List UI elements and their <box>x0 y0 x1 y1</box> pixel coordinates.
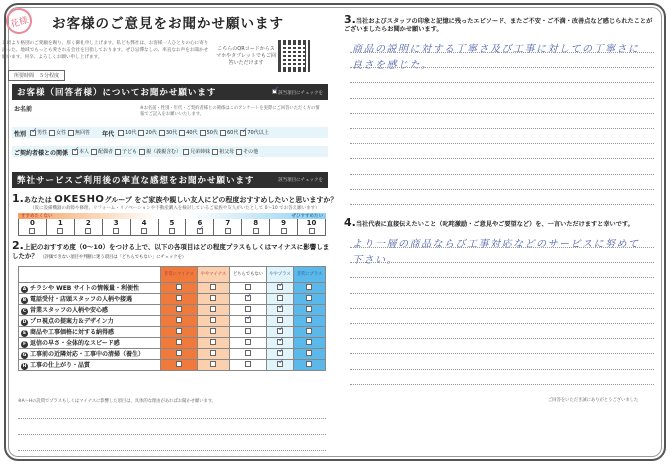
question-4: 4.当社代表に直接伝えたいこと（叱咤激励・ご意見やご要望など）を、一言いただけますと幸いです。 <box>344 216 634 229</box>
checkbox-icon[interactable] <box>197 228 203 234</box>
q3-answer-line-1[interactable]: 商品の説明に対する丁寧さ及び工事に対しての丁寧さに <box>352 44 640 55</box>
relation-option[interactable]: ✓ 本人 <box>72 148 89 155</box>
checkbox-icon[interactable] <box>220 130 226 136</box>
checkbox-icon[interactable] <box>139 149 145 155</box>
scale-option[interactable]: 1 <box>47 219 75 235</box>
gender-option[interactable]: 無回答 <box>68 129 90 136</box>
rating-checkbox[interactable] <box>176 361 182 367</box>
rating-checkbox[interactable] <box>277 317 283 323</box>
checkbox-icon[interactable] <box>179 130 185 136</box>
item-letter-badge: F <box>22 342 27 347</box>
relation-option[interactable]: その他 <box>236 148 258 155</box>
thanks-text: ご回答をいただき誠にありがとうございました <box>548 398 639 403</box>
scale-option[interactable]: 5 <box>159 219 187 235</box>
checkbox-icon[interactable] <box>141 228 147 234</box>
rating-checkbox[interactable] <box>306 306 312 312</box>
checkbox-icon[interactable] <box>30 130 36 136</box>
answer-line[interactable] <box>350 369 654 370</box>
checkbox-icon[interactable] <box>118 130 124 136</box>
question-1: 1.あなたは OKESHOグループ をご家族や親しい友人にどの程度おすすめしたいと思いますか？ <box>12 192 338 205</box>
rating-checkbox[interactable] <box>210 306 216 312</box>
rating-checkbox[interactable] <box>210 295 216 301</box>
age-option[interactable]: 60代 <box>220 129 238 136</box>
rating-checkbox[interactable] <box>176 350 182 356</box>
answer-line[interactable] <box>350 82 654 83</box>
answer-line[interactable] <box>350 113 654 114</box>
age-option[interactable]: 50代 <box>200 129 218 136</box>
rating-checkbox[interactable] <box>306 284 312 290</box>
rating-checkbox[interactable] <box>277 361 283 367</box>
item-letter-badge: D <box>22 320 27 325</box>
table-row: H 工事の仕上がり・品質 ✓ <box>19 360 326 371</box>
checkbox-icon[interactable] <box>200 130 206 136</box>
gender-option[interactable]: ✓ 男性 <box>30 129 47 136</box>
rating-checkbox[interactable] <box>306 328 312 334</box>
answer-line[interactable] <box>350 277 654 278</box>
checkbox-icon[interactable] <box>253 228 259 234</box>
intro-text: 日頃より格別のご愛顧を賜り、厚く御礼申し上げます。私ども弊社は、お客様一人ひとりの心に寄り添った、地域でもっとも愛される会社を目指しております。ぜひ忌憚なしの、率直なお声をお聞かせ願います。何卒、よろしくお願い申し上げます。 <box>2 41 209 60</box>
recommend-scale <box>18 213 326 236</box>
rating-checkbox[interactable] <box>245 317 251 323</box>
rating-checkbox[interactable] <box>245 361 251 367</box>
rating-checkbox[interactable] <box>306 350 312 356</box>
gender-age-row: 性別 ✓ 男性 女性 無回答 年代 10代 20代 30代 40代 50代 60代 ✓ 70代以上 <box>14 129 271 138</box>
section-feedback-header: 弊社サービスご利用後の率直な感想をお聞かせ願います 該当項目にチェックを <box>12 172 328 188</box>
age-option[interactable]: 10代 <box>118 129 136 136</box>
checkbox-icon[interactable] <box>183 149 189 155</box>
rating-checkbox[interactable] <box>306 317 312 323</box>
age-option[interactable]: ✓ 70代以上 <box>240 129 268 136</box>
checkbox-icon[interactable] <box>57 228 63 234</box>
checkbox-icon[interactable] <box>29 228 35 234</box>
qr-caption: こちらのQRコードからスマホやタブレットでもご回答いただけます <box>216 46 276 66</box>
rating-checkbox[interactable] <box>277 284 283 290</box>
answer-line[interactable] <box>350 52 654 53</box>
rating-checkbox[interactable] <box>277 306 283 312</box>
privacy-note: ※お名前・性別・年代・ご契約者様との関係はこのアンケートを実際にご回答いただく方の情報でご記入をお願いいたします。 <box>140 106 320 117</box>
checkbox-icon[interactable] <box>68 130 74 136</box>
relation-option[interactable]: 親（義親含む） <box>139 148 181 155</box>
check-icon <box>272 89 277 94</box>
brand-logo: 花様 <box>3 5 35 37</box>
age-option[interactable]: 40代 <box>179 129 197 136</box>
answer-line[interactable] <box>350 158 654 159</box>
question-1-subtext: （仮に設備機器の故障や修理、リフォーム・リノベーションや不動産購入を検討しているご家族や友人がいたとして 0〜10 でお答え願います） <box>30 206 320 211</box>
rating-checkbox[interactable] <box>306 361 312 367</box>
scale-option[interactable]: 4 <box>131 219 159 235</box>
page-title: お客様のご意見をお聞かせ願います <box>52 16 284 32</box>
checkbox-icon[interactable] <box>85 228 91 234</box>
rating-column-header: ややマイナス <box>198 267 230 283</box>
item-letter-badge: E <box>22 331 27 336</box>
rating-column-header: 非常にマイナス <box>161 267 198 283</box>
section-respondent-header: お客様（回答者様）についてお聞かせ願います ✓ 該当項目にチェックを <box>12 84 328 100</box>
answer-line[interactable] <box>350 338 654 339</box>
answer-line[interactable] <box>350 384 654 385</box>
rating-checkbox[interactable] <box>176 284 182 290</box>
item-letter-badge: C <box>22 309 27 314</box>
scale-option[interactable]: 3 <box>103 219 131 235</box>
relation-option[interactable]: 配偶者 <box>91 148 113 155</box>
scale-option[interactable]: 10 <box>298 219 325 235</box>
scale-option[interactable]: 9 <box>270 219 298 235</box>
rating-checkbox[interactable] <box>245 284 251 290</box>
scale-option[interactable]: 2 <box>75 219 103 235</box>
answer-line[interactable] <box>350 247 654 248</box>
relation-option[interactable]: 兄弟姉妹 <box>183 148 210 155</box>
rating-checkbox[interactable] <box>277 339 283 345</box>
rating-checkbox[interactable] <box>210 317 216 323</box>
checkbox-icon[interactable] <box>49 130 55 136</box>
q3-answer-line-2[interactable]: 良さを感じた。 <box>352 60 433 71</box>
age-option[interactable]: 20代 <box>138 129 156 136</box>
answer-line[interactable] <box>350 204 654 205</box>
checkbox-icon[interactable] <box>72 149 78 155</box>
q4-answer-line-2[interactable]: 下さい。 <box>352 255 398 266</box>
rating-checkbox[interactable] <box>245 306 251 312</box>
rating-checkbox[interactable] <box>176 317 182 323</box>
name-row: お名前 <box>14 106 33 113</box>
q4-answer-line-1[interactable]: より一層の商品ならび工事対応などのサービスに努めて <box>352 239 640 250</box>
rating-checkbox[interactable] <box>277 328 283 334</box>
checkbox-icon[interactable] <box>115 149 121 155</box>
comment-line[interactable] <box>18 418 326 419</box>
table-row: C 営業スタッフの人柄や安心感 ✓ <box>19 305 326 316</box>
item-letter-badge: B <box>22 298 27 303</box>
relation-option[interactable]: 祖父母 <box>212 148 234 155</box>
relation-row: ご契約者様との関係 ✓ 本人 配偶者 子ども 親（義親含む） 兄弟姉妹 祖父母 その他 <box>14 148 260 157</box>
checkbox-icon[interactable] <box>169 228 175 234</box>
rating-checkbox[interactable] <box>176 328 182 334</box>
age-option[interactable]: 30代 <box>159 129 177 136</box>
checkbox-icon[interactable] <box>240 130 246 136</box>
item-letter-badge: G <box>22 353 27 358</box>
rating-checkbox[interactable] <box>176 295 182 301</box>
rating-checkbox[interactable] <box>210 284 216 290</box>
table-row: G 工事前の近隣対応・工事中の清掃（養生） ✓ <box>19 349 326 360</box>
answer-line[interactable] <box>350 98 654 99</box>
checkbox-icon[interactable] <box>138 130 144 136</box>
table-row: B 電話受付・店頭スタッフの人柄や接遇 ✓ <box>19 294 326 305</box>
answer-line[interactable] <box>350 189 654 190</box>
rating-checkbox[interactable] <box>245 339 251 345</box>
checkbox-icon[interactable] <box>281 228 287 234</box>
brand-name: OKESHO <box>54 194 105 205</box>
checkbox-icon[interactable] <box>91 149 97 155</box>
remark-note: ※A〜Hの設問でプラスもしくはマイナスに影響した項目は、具体的な理由があればお聞かせ願います。 <box>18 399 217 404</box>
answer-line[interactable] <box>350 293 654 294</box>
rating-checkbox[interactable] <box>277 350 283 356</box>
answer-line[interactable] <box>350 323 654 324</box>
gender-option[interactable]: 女性 <box>49 129 66 136</box>
rating-checkbox[interactable] <box>210 350 216 356</box>
relation-option[interactable]: 子ども <box>115 148 137 155</box>
answer-line[interactable] <box>350 308 654 309</box>
question-3: 3.当社およびスタッフの印象と記憶に残ったエピソード、またご不安・ご不満・改善点など感じられたことがございましたらお聞かせ願います。 <box>344 13 653 33</box>
item-letter-badge: A <box>22 287 27 292</box>
checkbox-icon[interactable] <box>113 228 119 234</box>
rating-column-header: ややプラス <box>267 267 294 283</box>
scale-gradient: すすめたくない ぜひすすめたい <box>18 213 326 219</box>
answer-line[interactable] <box>350 353 654 354</box>
checkbox-icon[interactable] <box>236 149 242 155</box>
qr-code-icon[interactable] <box>278 40 310 72</box>
scale-option[interactable]: 7 <box>214 219 242 235</box>
scale-option[interactable]: 6 ✓ <box>186 219 214 235</box>
answer-line[interactable] <box>350 262 654 263</box>
table-row: E 商品や工事価格に対する納得感 ✓ <box>19 327 326 338</box>
checkbox-icon[interactable] <box>159 130 165 136</box>
scale-option[interactable]: 8 <box>242 219 270 235</box>
rating-table <box>18 266 326 371</box>
table-row: A チラシや WEB サイトの情報量・利便性 ✓ <box>19 283 326 294</box>
item-letter-badge: H <box>22 364 27 369</box>
checkbox-icon[interactable] <box>225 228 231 234</box>
scale-option[interactable]: 0 <box>19 219 47 235</box>
time-required-badge: 所要時間 ５分程度 <box>8 70 65 81</box>
rating-checkbox[interactable] <box>210 339 216 345</box>
rating-column-header: どちらでもない <box>229 267 266 283</box>
answer-line[interactable] <box>350 128 654 129</box>
answer-line[interactable] <box>350 143 654 144</box>
rating-checkbox[interactable] <box>277 295 283 301</box>
rating-checkbox[interactable] <box>245 350 251 356</box>
rating-column-header: 非常にプラス <box>293 267 325 283</box>
rating-checkbox[interactable] <box>245 295 251 301</box>
rating-checkbox[interactable] <box>210 361 216 367</box>
answer-line[interactable] <box>350 67 654 68</box>
comment-line[interactable] <box>18 434 326 435</box>
rating-checkbox[interactable] <box>176 306 182 312</box>
rating-checkbox[interactable] <box>306 295 312 301</box>
comment-line[interactable] <box>18 450 326 451</box>
checkbox-icon[interactable] <box>212 149 218 155</box>
question-2: 2.上記のおすすめ度（0〜10）をつける上で、以下の各項目はどの程度プラスもしくはマイナスに影響しましたか？ （評価できない項目や判断に迷う項目は「どちらでもない」にチェックを） <box>12 239 330 260</box>
answer-line[interactable] <box>350 174 654 175</box>
table-row: F 返信の早さ・全体的なスピード感 ✓ <box>19 338 326 349</box>
rating-checkbox[interactable] <box>306 339 312 345</box>
rating-checkbox[interactable] <box>245 328 251 334</box>
table-row: D プロ視点の提案力＆デザイン力 ✓ <box>19 316 326 327</box>
rating-checkbox[interactable] <box>176 339 182 345</box>
rating-checkbox[interactable] <box>210 328 216 334</box>
checkbox-icon[interactable] <box>309 228 315 234</box>
